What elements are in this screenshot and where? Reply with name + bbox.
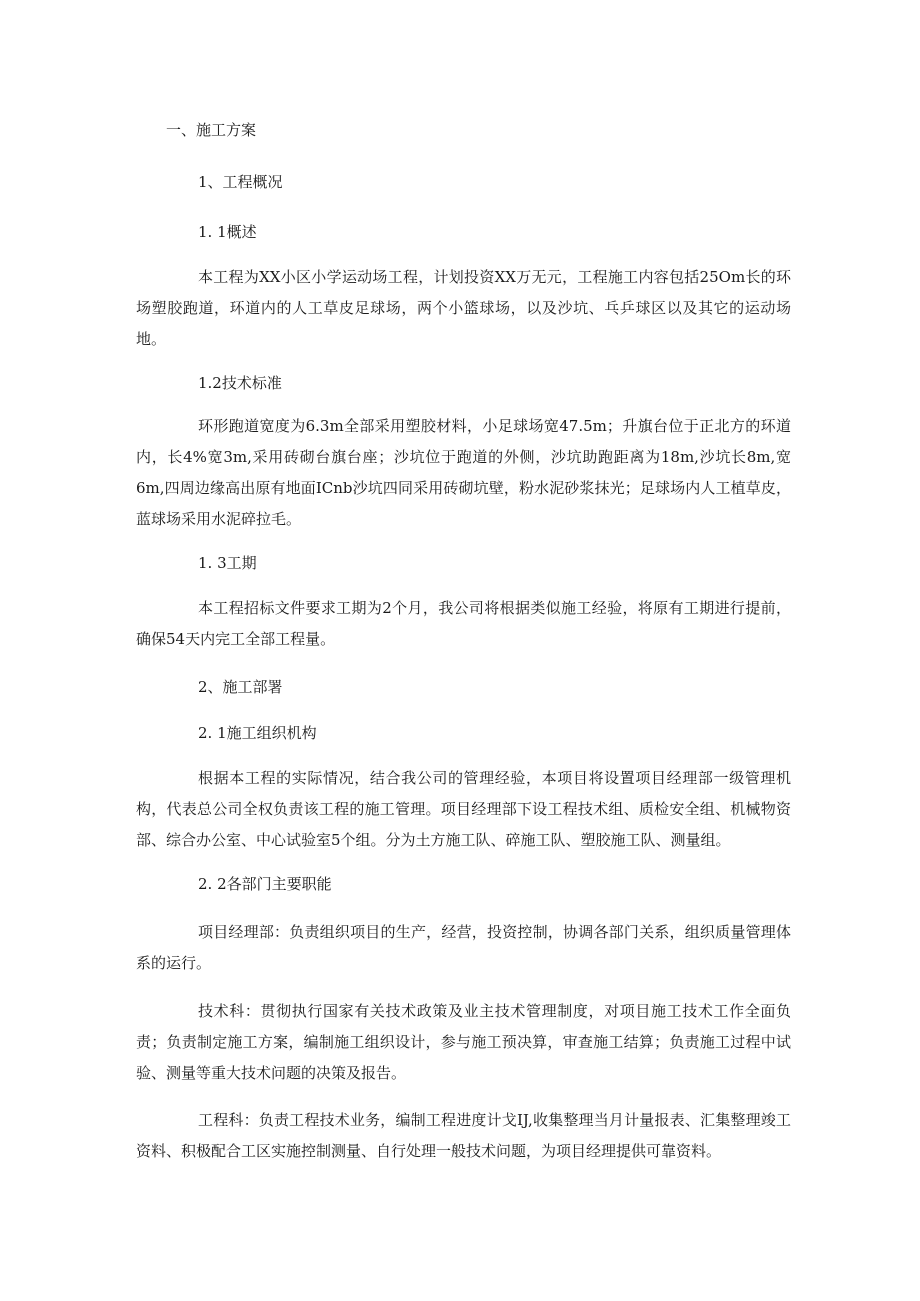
section-title: 一、施工方案	[166, 121, 257, 139]
heading-2-1-organization: 2. 1施工组织机构	[198, 724, 317, 742]
paragraph-organization: 根据本工程的实际情况，结合我公司的管理经验，本项目将设置项目经理部一级管理机构，代表总公司全权负责该工程的施工管理。项目经理部下设工程技术组、质检安全组、机械物资部、综合办公室、中心试验室5个组。分为土方施工队、碎施工队、塑胶施工队、测量组。	[136, 769, 791, 849]
heading-1-2-technical-standards: 1.2技术标准	[198, 374, 282, 392]
heading-2-2-department-functions: 2. 2各部门主要职能	[198, 875, 332, 893]
paragraph-project-management: 项目经理部：负责组织项目的生产，经营，投资控制，协调各部门关系，组织质量管理体系的运行。	[136, 923, 791, 972]
heading-1-1-overview: 1. 1概述	[198, 223, 257, 241]
paragraph-technical-department: 技术科：贯彻执行国家有关技术政策及业主技术管理制度，对项目施工技术工作全面负责；负责制定施工方案，编制施工组织设计，参与施工预决算，审查施工结算；负责施工过程中试验、测量等重大技术问题的决策及报告。	[136, 1002, 791, 1082]
heading-engineering-overview: 1、工程概况	[198, 173, 283, 191]
paragraph-overview: 本工程为XX小区小学运动场工程，计划投资XX万无元，工程施工内容包括25Om长的环场塑胶跑道，环道内的人工草皮足球场，两个小篮球场，以及沙坑、乓乒球区以及其它的运动场地。	[136, 268, 791, 348]
paragraph-schedule: 本工程招标文件要求工期为2个月，我公司将根据类似施工经验，将原有工期进行提前，确保54天内完工全部工程量。	[136, 599, 791, 648]
paragraph-engineering-department: 工程科：负责工程技术业务，编制工程进度计戈IJ,收集整理当月计量报表、汇集整理竣工资料、积极配合工区实施控制测量、自行处理一般技术问题，为项目经理提供可靠资料。	[136, 1111, 791, 1160]
heading-construction-deployment: 2、施工部署	[198, 678, 283, 696]
heading-1-3-schedule: 1. 3工期	[198, 554, 257, 572]
paragraph-technical-standards: 环形跑道宽度为6.3m全部采用塑胶材料，小足球场宽47.5m；升旗台位于正北方的环道内，长4%宽3m,采用砖砌台旗台座；沙坑位于跑道的外侧，沙坑助跑距离为18m,沙坑长8m,宽6m,四周边缘高出原有地面ICnb沙坑四同采用砖砌坑壁，粉水泥砂浆抹光；足球场内人工植草皮，蓝球场采用水泥碎拉毛。	[136, 417, 791, 528]
